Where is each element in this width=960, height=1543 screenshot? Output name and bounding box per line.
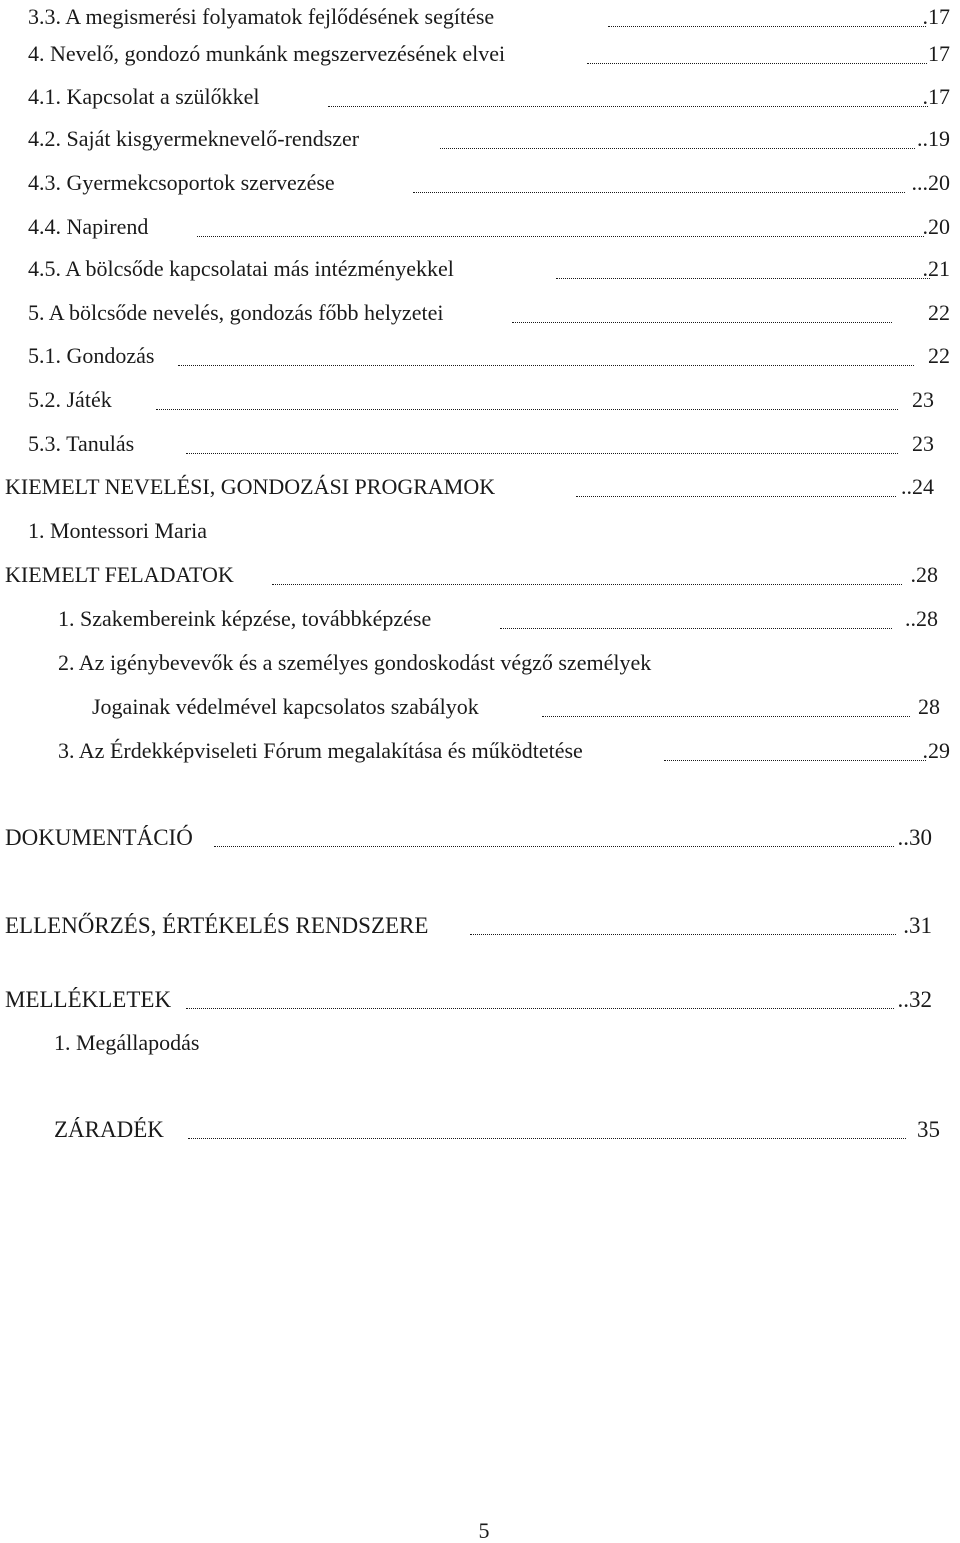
toc-entry-kiemelt-feladatok [5,564,234,586]
dot-leader [156,409,898,410]
dot-leader [556,278,930,279]
dot-leader [186,1008,894,1009]
toc-entry-page: ..19 [917,126,950,151]
toc-entry-montessori [28,520,207,542]
toc-entry-label: 5.1. Gondozás [28,343,155,368]
toc-entry-page: ..28 [905,606,938,631]
toc-entry-szakembereink [58,608,431,630]
toc-entry-ellenorzes [5,914,428,937]
toc-entry-page: .17 [922,84,950,109]
toc-entry-label: ZÁRADÉK [54,1117,164,1142]
toc-entry-zaradek [54,1118,164,1141]
dot-leader [214,846,894,847]
toc-entry-page: .29 [922,738,950,763]
dot-leader [542,716,910,717]
dot-leader [272,584,902,585]
toc-entry-label: 4.1. Kapcsolat a szülőkkel [28,84,260,109]
page-number: 5 [478,1518,490,1543]
toc-entry-label: 1. Montessori Maria [28,518,208,543]
dot-leader [188,1138,906,1139]
toc-entry-4-4 [28,216,148,238]
toc-entry-label: 4. Nevelő, gondozó munkánk megszervezésének elvei [28,41,506,66]
toc-entry-label: 5. A bölcsőde nevelés, gondozás főbb helyzetei [28,300,444,325]
toc-entry-label: 4.5. A bölcsőde kapcsolatai más intézményekkel [28,256,454,281]
toc-entry-label: 2. Az igénybevevők és a személyes gondoskodást végző személyek [58,650,652,675]
toc-entry-page: .20 [922,214,950,239]
toc-entry-page: 28 [918,694,940,719]
toc-entry-page: ..24 [901,474,934,499]
toc-entry-label: KIEMELT FELADATOK [5,562,234,587]
toc-entry-4-1 [28,86,260,108]
toc-entry-label: DOKUMENTÁCIÓ [5,825,193,850]
toc-entry-mellekletek [5,988,171,1011]
toc-entry-label: 4.3. Gyermekcsoportok szervezése [28,170,335,195]
toc-entry-page: 23 [912,387,934,412]
dot-leader [197,236,924,237]
toc-entry-5-3 [28,433,134,455]
toc-entry-page: ..30 [897,825,932,850]
toc-entry-page: .21 [922,256,950,281]
dot-leader [328,106,928,107]
toc-entry-5-2 [28,389,112,411]
toc-entry-label: MELLÉKLETEK [5,987,172,1012]
toc-entry-erdekkepviseleti [58,740,583,762]
dot-leader [587,63,927,64]
toc-entry-label: 3. Az Érdekképviseleti Fórum megalakítása és működtetése [58,738,583,763]
toc-entry-5-1 [28,345,154,367]
toc-entry-label: 1. Szakembereink képzése, továbbképzése [58,606,432,631]
dot-leader [500,628,892,629]
dot-leader [470,934,896,935]
dot-leader [664,760,926,761]
toc-entry-4-5 [28,258,454,280]
toc-entry-3-3 [28,6,494,28]
toc-entry-page: 22 [928,300,950,325]
toc-entry-label: KIEMELT NEVELÉSI, GONDOZÁSI PROGRAMOK [5,474,496,499]
toc-entry-4 [28,43,505,65]
dot-leader [608,26,926,27]
toc-entry-dokumentacio [5,826,193,849]
dot-leader [413,192,905,193]
toc-entry-label: ELLENŐRZÉS, ÉRTÉKELÉS RENDSZERE [5,913,429,938]
toc-entry-page: .28 [910,562,938,587]
toc-entry-page: ..32 [897,987,932,1012]
dot-leader [186,453,898,454]
toc-entry-label: 4.4. Napirend [28,214,149,239]
toc-entry-jogainak [92,696,479,718]
toc-entry-4-2 [28,128,359,150]
toc-entry-5 [28,302,443,324]
toc-entry-page: 22 [928,343,950,368]
toc-entry-label: 1. Megállapodás [54,1030,200,1055]
dot-leader [178,365,914,366]
toc-entry-4-3 [28,172,335,194]
toc-entry-igenybevevok [58,652,651,674]
toc-entry-page: .31 [903,913,932,938]
toc-entry-page: 23 [912,431,934,456]
toc-entry-page: ...20 [911,170,950,195]
toc-entry-page: 35 [917,1117,940,1142]
dot-leader [576,496,896,497]
toc-entry-label: Jogainak védelmével kapcsolatos szabályok [92,694,479,719]
toc-entry-page: .17 [922,4,950,29]
toc-entry-label: 4.2. Saját kisgyermeknevelő-rendszer [28,126,360,151]
dot-leader [440,148,915,149]
toc-entry-kiemelt-nevelesi [5,476,495,498]
toc-entry-page: 17 [928,41,950,66]
toc-entry-label: 5.2. Játék [28,387,112,412]
toc-entry-label: 3.3. A megismerési folyamatok fejlődésének segítése [28,4,495,29]
toc-entry-label: 5.3. Tanulás [28,431,135,456]
dot-leader [512,322,892,323]
toc-entry-megallapodas [54,1032,199,1054]
